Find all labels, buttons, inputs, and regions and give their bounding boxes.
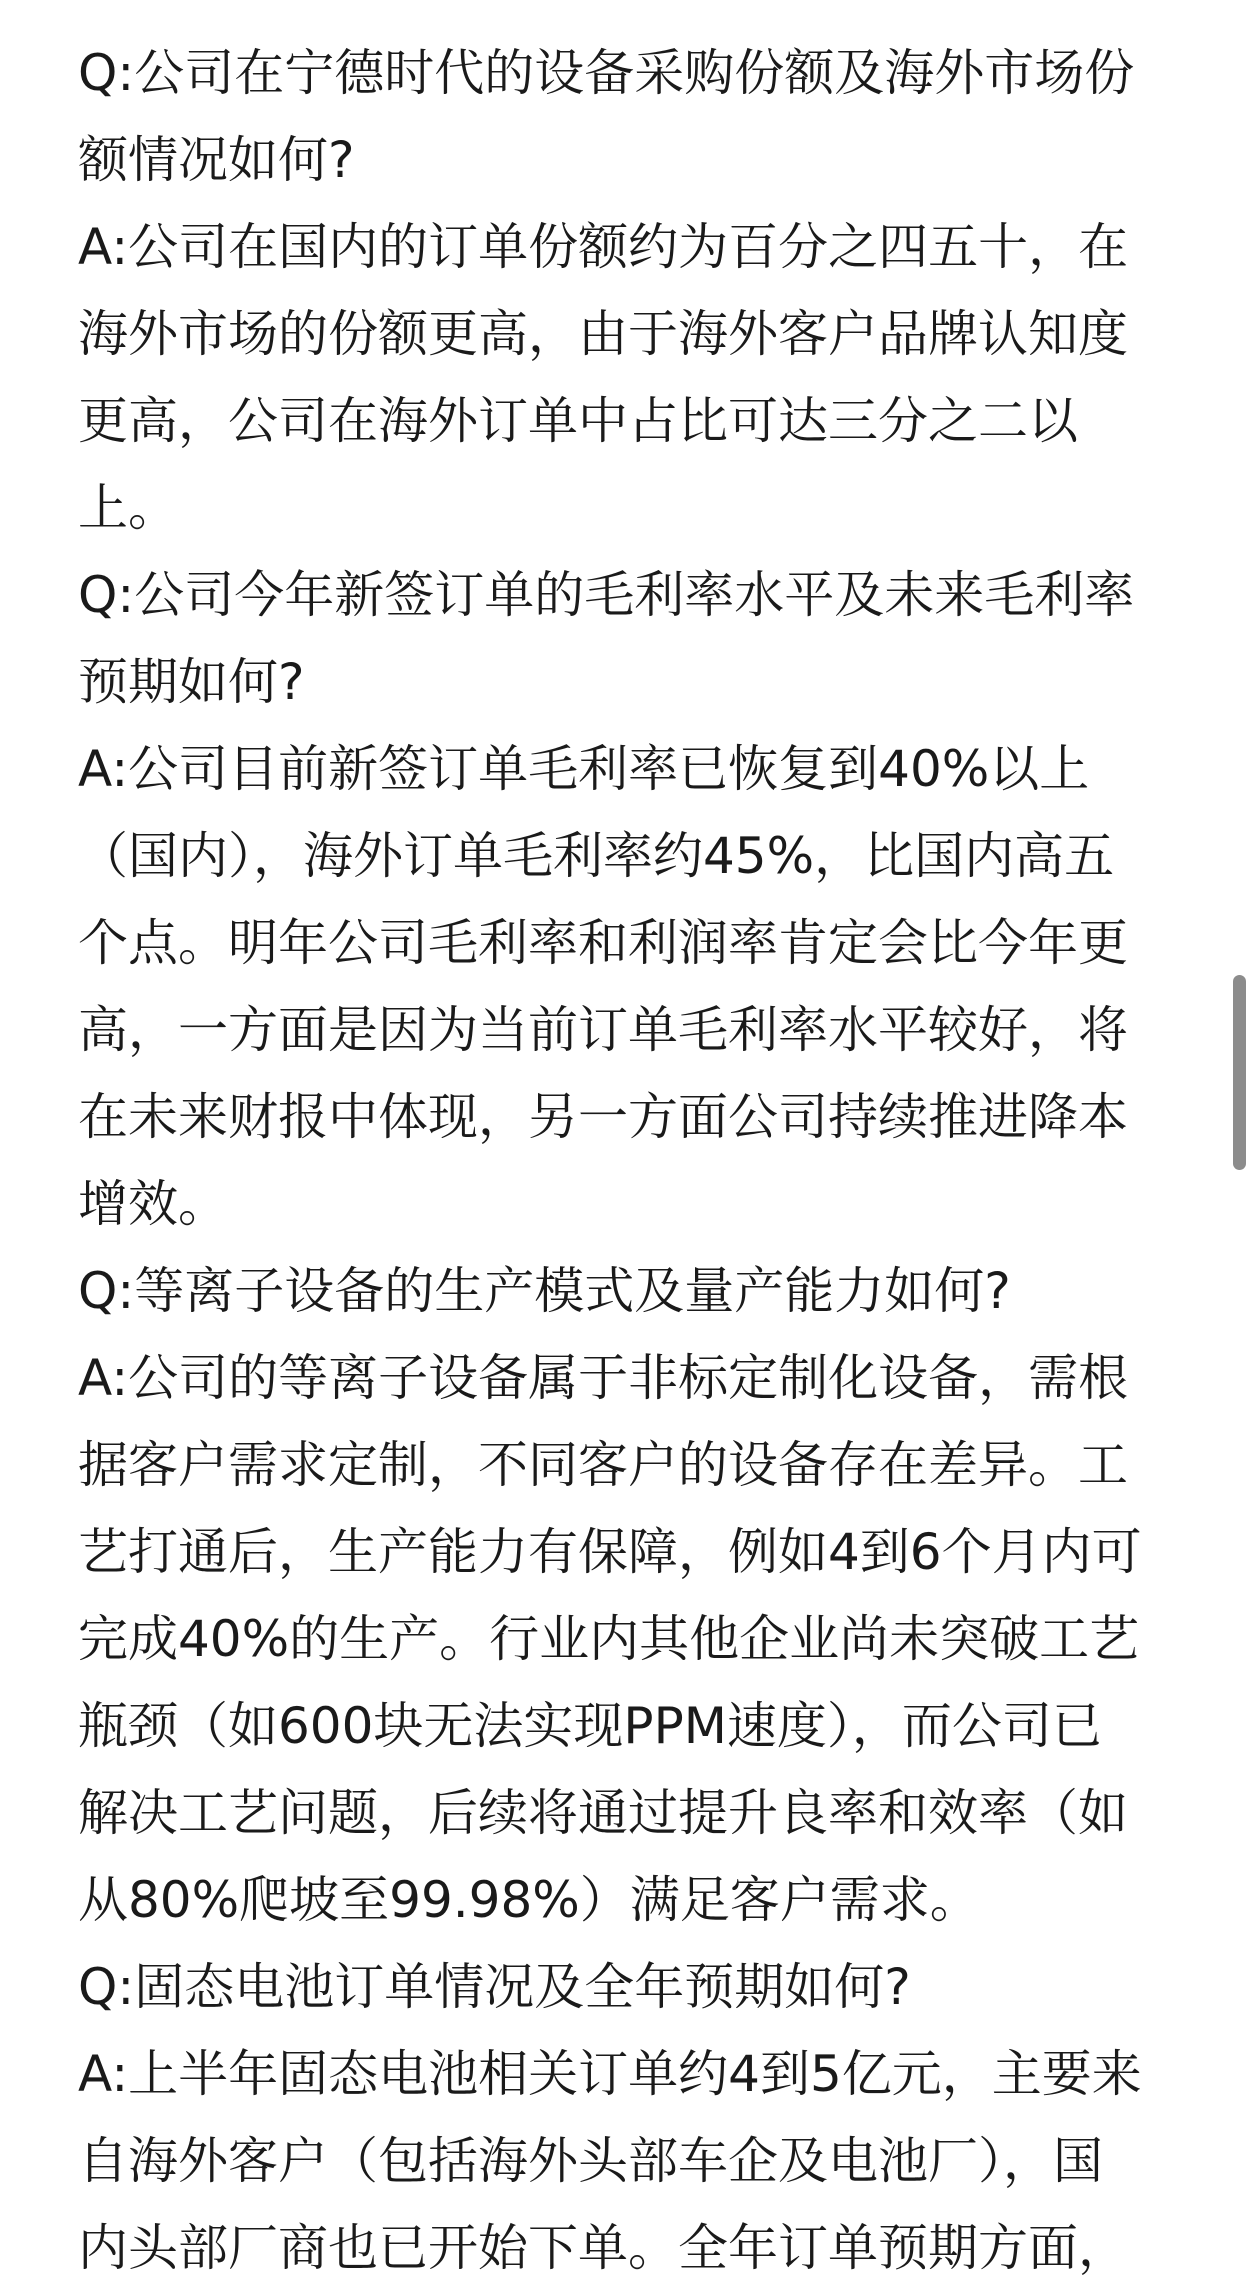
text-line: 从80%爬坡至99.98%）满足客户需求。 bbox=[78, 1871, 980, 1929]
text-line: Q:公司在宁德时代的设备采购份额及海外市场份 bbox=[78, 44, 1135, 102]
text-line: 高，一方面是因为当前订单毛利率水平较好，将 bbox=[78, 1001, 1128, 1059]
text-line: 据客户需求定制，不同客户的设备存在差异。工 bbox=[78, 1436, 1128, 1494]
text-line: A:公司的等离子设备属于非标定制化设备，需根 bbox=[78, 1349, 1129, 1407]
text-line: A:公司在国内的订单份额约为百分之四五十，在 bbox=[78, 218, 1129, 276]
text-line: 预期如何? bbox=[78, 653, 305, 711]
text-line: Q:固态电池订单情况及全年预期如何? bbox=[78, 1958, 911, 2016]
text-line: 海外市场的份额更高，由于海外客户品牌认知度 bbox=[78, 305, 1128, 363]
text-line: 增效。 bbox=[78, 1175, 228, 1233]
text-line: 在未来财报中体现，另一方面公司持续推进降本 bbox=[78, 1088, 1128, 1146]
text-line: A:公司目前新签订单毛利率已恢复到40%以上 bbox=[78, 740, 1090, 798]
text-line: A:上半年固态电池相关订单约4到5亿元，主要来 bbox=[78, 2045, 1142, 2103]
text-line: 个点。明年公司毛利率和利润率肯定会比今年更 bbox=[78, 914, 1128, 972]
scrollbar-thumb[interactable] bbox=[1233, 975, 1246, 1170]
text-line: 自海外客户（包括海外头部车企及电池厂），国 bbox=[78, 2132, 1103, 2190]
text-line: 完成40%的生产。行业内其他企业尚未突破工艺 bbox=[78, 1610, 1140, 1668]
text-line: Q:等离子设备的生产模式及量产能力如何? bbox=[78, 1262, 1011, 1320]
text-line: 解决工艺问题，后续将通过提升良率和效率（如 bbox=[78, 1784, 1128, 1842]
text-line: 瓶颈（如600块无法实现PPM速度），而公司已 bbox=[78, 1697, 1102, 1755]
text-line: 上。 bbox=[78, 479, 178, 537]
text-line: 内头部厂商也已开始下单。全年订单预期方面， bbox=[78, 2219, 1128, 2277]
text-line: （国内），海外订单毛利率约45%，比国内高五 bbox=[78, 827, 1115, 885]
text-line: Q:公司今年新签订单的毛利率水平及未来毛利率 bbox=[78, 566, 1135, 624]
text-line: 更高，公司在海外订单中占比可达三分之二以 bbox=[78, 392, 1078, 450]
text-line: 额情况如何? bbox=[78, 131, 355, 189]
text-line: 艺打通后，生产能力有保障，例如4到6个月内可 bbox=[78, 1523, 1142, 1581]
article-text bbox=[78, 30, 1188, 2292]
